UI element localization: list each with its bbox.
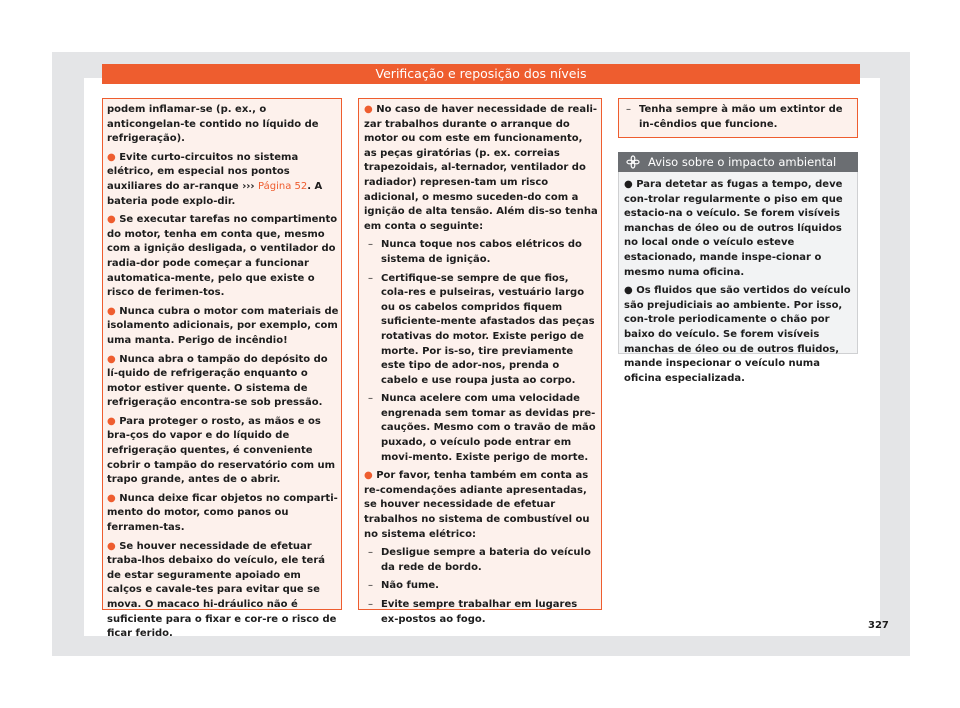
page-title: Verificação e reposição dos níveis xyxy=(102,64,860,84)
bullet-icon: ● xyxy=(107,214,116,226)
environment-notice-text xyxy=(624,178,854,390)
list-item xyxy=(624,284,854,386)
warning-text-column-2 xyxy=(364,103,598,631)
list-item xyxy=(364,469,598,542)
list-item-text: Nunca abra o tampão do depósito do lí-quido de refrigeração enquanto o motor estiver quente. O sistema de refrigeração encontra-se sob pressão. xyxy=(107,353,328,409)
list-item-text: Se executar tarefas no compartimento do motor, tenha em conta que, mesmo com a ignição desligada, o ventilador do radia-dor pode começar a funcionar automatica-mente, pelo que existe o risco de ferimen-tos. xyxy=(107,214,338,299)
sub-list-item xyxy=(364,238,598,267)
list-item-text: Se houver necessidade de efetuar traba-lhos debaixo do veículo, ele terá de estar seguramente apoiado em calços e cavale-tes para evitar que se mova. O macaco hi-dráulico não é suficiente para o fixar e cor-re o risco de ficar ferido. xyxy=(107,540,337,640)
sub-list-item xyxy=(622,103,854,132)
sub-list-item-text: Tenha sempre à mão um extintor de in-cêndios que funcione. xyxy=(639,104,843,130)
list-item xyxy=(107,492,339,536)
dash-icon: – xyxy=(368,272,373,284)
sub-list-item-text: Certifique-se sempre de que fios, cola-res e pulseiras, vestuário largo ou os cabelos compridos fiquem suficiente-mente afastados das peças rotativas do motor. Existe perigo de morte. Por is-so, tire previamente este tipo de ador-nos, prenda o cabelo e use roupa justa ao corpo. xyxy=(381,272,595,386)
list-item-text: Para detetar as fugas a tempo, deve con-trolar regularmente o piso em que estacio-na o veículo. Se forem visíveis manchas de óleo ou de outros líquidos no local onde o veículo esteve estacionado, mande inspe-cionar o mesmo numa oficina. xyxy=(624,179,843,278)
bullet-icon: ● xyxy=(107,540,116,552)
list-item-text: Por favor, tenha também em conta as re-comendações adiante apresentadas, se houver necessidade de efetuar trabalhos no sistema de combustível ou no sistema elétrico: xyxy=(364,470,590,540)
list-item-text: Os fluidos que são vertidos do veículo são prejudiciais ao ambiente. Por isso, con-trole periodicamente o chão por baixo do veículo. Se forem visíveis manchas de óleo ou de outros fluidos, mande inspecionar o veículo numa oficina especializada. xyxy=(624,285,851,384)
bullet-icon: ● xyxy=(107,151,116,163)
bullet-icon: ● xyxy=(107,492,116,504)
list-item xyxy=(107,213,339,301)
sub-list-item-text: Não fume. xyxy=(381,580,439,592)
list-item-text: Evite curto-circuitos no sistema elétrico, em especial nos pontos auxiliares do ar-ranque xyxy=(107,151,299,192)
page-number: 327 xyxy=(868,620,889,631)
arrow-icon: ››› xyxy=(242,180,255,192)
dash-icon: – xyxy=(368,239,373,251)
list-item-text: Para proteger o rosto, as mãos e os bra-ços do vapor e do líquido de refrigeração quentes, é conveniente cobrir o tampão do reservatório com um trapo grande, antes de o abrir. xyxy=(107,415,336,486)
list-item-text: Nunca cubra o motor com materiais de isolamento adicionais, por exemplo, com uma manta. Perigo de incêndio! xyxy=(107,305,339,346)
sub-list-item-text: Nunca acelere com uma velocidade engrenada sem tomar as devidas pre-cauções. Mesmo com o travão de mão puxado, o veículo pode entrar em movi-mento. Existe perigo de morte. xyxy=(381,393,596,463)
bullet-icon: ● xyxy=(364,470,373,482)
leaf-icon xyxy=(626,155,640,169)
dash-icon: – xyxy=(626,104,631,115)
bullet-icon: ● xyxy=(107,353,116,365)
page-link[interactable]: Página 52 xyxy=(258,180,308,192)
sub-list-item-text: Desligue sempre a bateria do veículo da rede de bordo. xyxy=(381,547,591,573)
list-item xyxy=(107,353,339,411)
list-item xyxy=(624,178,854,280)
warning-text-column-1 xyxy=(107,103,339,646)
sub-list-item xyxy=(364,392,598,465)
list-item-text: Nunca deixe ficar objetos no comparti-mento do motor, como panos ou ferramen-tas. xyxy=(107,492,338,534)
list-item xyxy=(364,103,598,234)
dash-icon: – xyxy=(368,393,373,405)
sub-list-item xyxy=(364,272,598,389)
bullet-icon: ● xyxy=(624,179,633,190)
sub-list-item-text: Evite sempre trabalhar em lugares ex-postos ao fogo. xyxy=(381,599,578,625)
bullet-icon: ● xyxy=(364,104,373,115)
sub-list-item xyxy=(364,546,598,575)
environment-notice-title: Aviso sobre o impacto ambiental xyxy=(648,155,837,169)
bullet-icon: ● xyxy=(107,415,116,427)
sub-list-item-text: Nunca toque nos cabos elétricos do sistema de ignição. xyxy=(381,239,582,265)
list-item xyxy=(107,305,339,349)
warning-text-column-3 xyxy=(622,103,854,136)
dash-icon: – xyxy=(368,580,373,592)
list-item xyxy=(107,415,339,488)
dash-icon: – xyxy=(368,547,373,559)
paragraph: podem inflamar-se (p. ex., o anticongelan-te contido no líquido de refrigeração). xyxy=(107,104,319,145)
list-item-text: No caso de haver necessidade de reali-zar trabalhos durante o arranque do motor ou com este em funcionamento, as peças giratórias (p. ex. correias trapezoidais, al-ternador, ventilador do radiador) represen-tam um risco adicional, o mesmo suceden-do com a ignição de alta tensão. Além dis-so tenha em conta o seguinte: xyxy=(364,104,598,232)
list-item-text: . A bateria pode explo-dir. xyxy=(107,180,323,207)
dash-icon: – xyxy=(368,599,373,610)
list-item xyxy=(107,540,339,642)
bullet-icon: ● xyxy=(624,285,633,297)
list-item xyxy=(107,151,339,209)
sub-list-item xyxy=(364,598,598,627)
environment-notice-header xyxy=(618,152,858,172)
bullet-icon: ● xyxy=(107,305,116,317)
sub-list-item xyxy=(364,579,598,594)
